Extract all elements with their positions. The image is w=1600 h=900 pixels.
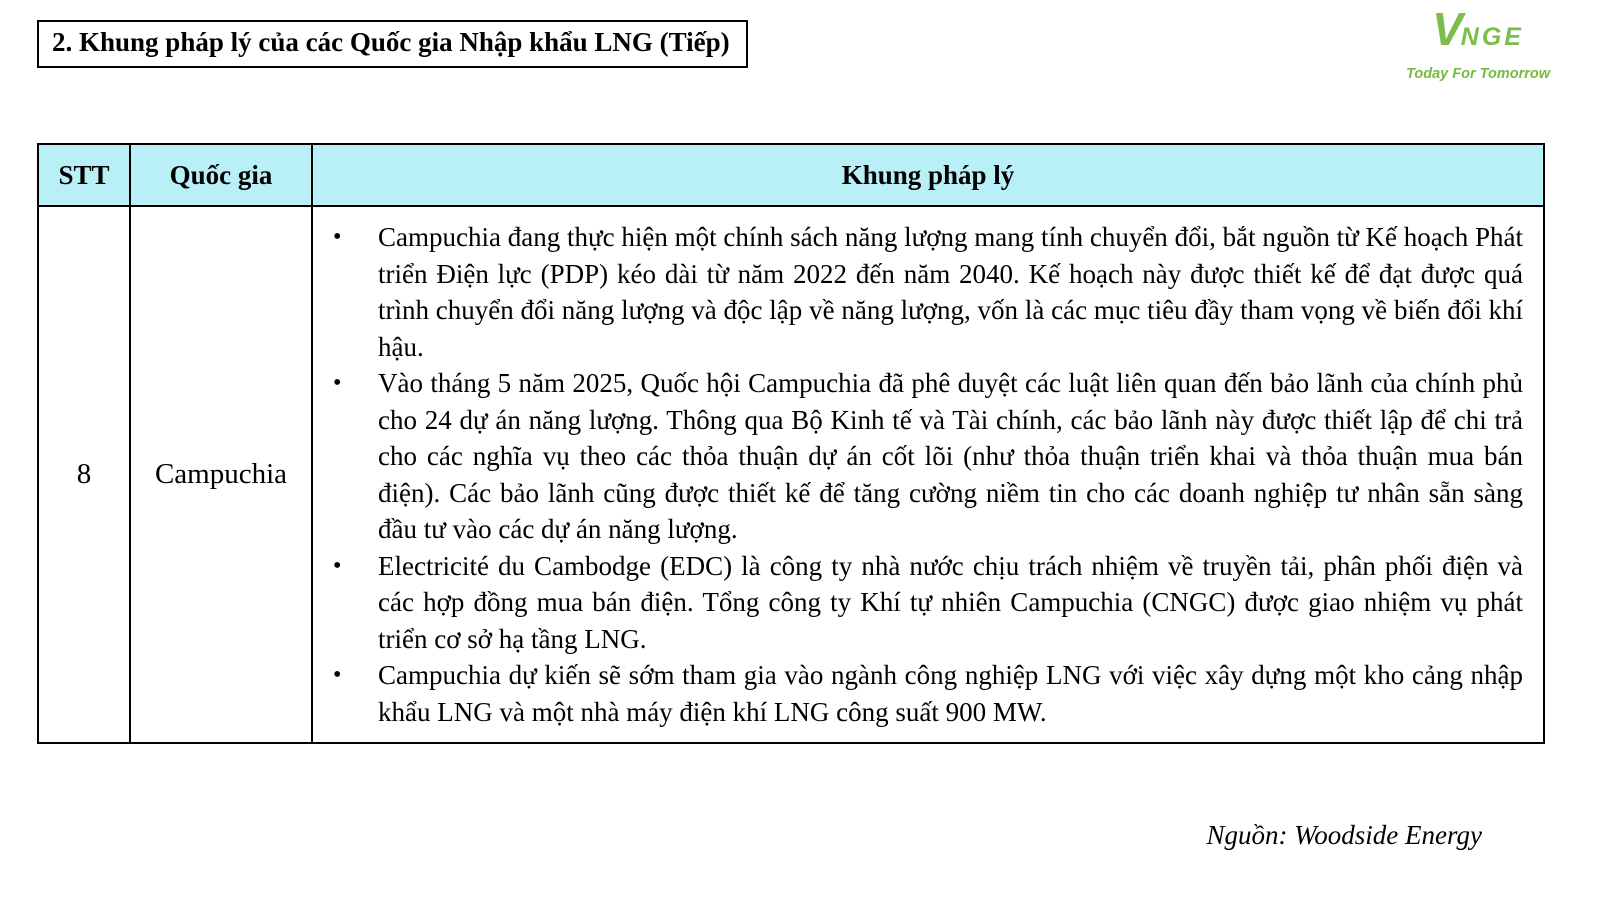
bullet-item (313, 657, 1523, 730)
cell-stt: 8 (38, 206, 130, 743)
table-row (38, 206, 1544, 743)
bullet-icon: • (333, 662, 342, 688)
slide-title-box (37, 20, 748, 68)
vnge-logo (1406, 3, 1550, 82)
bullet-item (313, 548, 1523, 658)
bullet-list (313, 219, 1523, 730)
bullet-item (313, 219, 1523, 365)
source-note: Nguồn: Woodside Energy (1206, 820, 1482, 850)
logo-text: NGE (1460, 23, 1524, 51)
logo-wordmark (1406, 3, 1550, 64)
bullet-icon: • (333, 370, 342, 396)
col-header-stt: STT (38, 144, 130, 206)
page-title: 2. Khung pháp lý của các Quốc gia Nhập khẩu LNG (Tiếp) (52, 27, 730, 57)
col-header-country: Quốc gia (130, 144, 312, 206)
col-header-framework: Khung pháp lý (312, 144, 1544, 206)
bullet-text: Electricité du Cambodge (EDC) là công ty nhà nước chịu trách nhiệm về truyền tải, phân phối điện và các hợp đồng mua bán điện. Tổng công ty Khí tự nhiên Campuchia (CNGC) được giao nhiệm vụ phát triển cơ sở hạ tầng LNG. (378, 550, 1523, 654)
cell-framework (312, 206, 1544, 743)
bullet-text: Campuchia đang thực hiện một chính sách năng lượng mang tính chuyển đổi, bắt nguồn từ Kế hoạch Phát triển Điện lực (PDP) kéo dài từ năm 2022 đến năm 2040. Kế hoạch này được thiết kế để đạt được quá trình chuyển đổi năng lượng và độc lập về năng lượng, vốn là các mục tiêu đầy tham vọng về biến đổi khí hậu. (378, 222, 1523, 362)
logo-tagline: Today For Tomorrow (1406, 66, 1550, 82)
legal-framework-table (37, 143, 1545, 744)
logo-v-icon: V (1432, 3, 1461, 55)
bullet-icon: • (333, 224, 342, 250)
bullet-text: Vào tháng 5 năm 2025, Quốc hội Campuchia đã phê duyệt các luật liên quan đến bảo lãnh của chính phủ cho 24 dự án năng lượng. Thông qua Bộ Kinh tế và Tài chính, các bảo lãnh này được thiết lập để chi trả cho các nghĩa vụ theo các thỏa thuận dự án cốt lõi (như thỏa thuận triển khai và thỏa thuận mua bán điện). Các bảo lãnh cũng được thiết kế để tăng cường niềm tin cho các doanh nghiệp tư nhân sẵn sàng đầu tư vào các dự án năng lượng. (378, 368, 1523, 544)
bullet-item (313, 365, 1523, 548)
table-header (38, 144, 1544, 206)
bullet-icon: • (333, 552, 342, 579)
bullet-text: Campuchia dự kiến sẽ sớm tham gia vào ngành công nghiệp LNG với việc xây dựng một kho cảng nhập khẩu LNG và một nhà máy điện khí LNG công suất 900 MW. (378, 660, 1523, 727)
cell-country: Campuchia (130, 206, 312, 743)
